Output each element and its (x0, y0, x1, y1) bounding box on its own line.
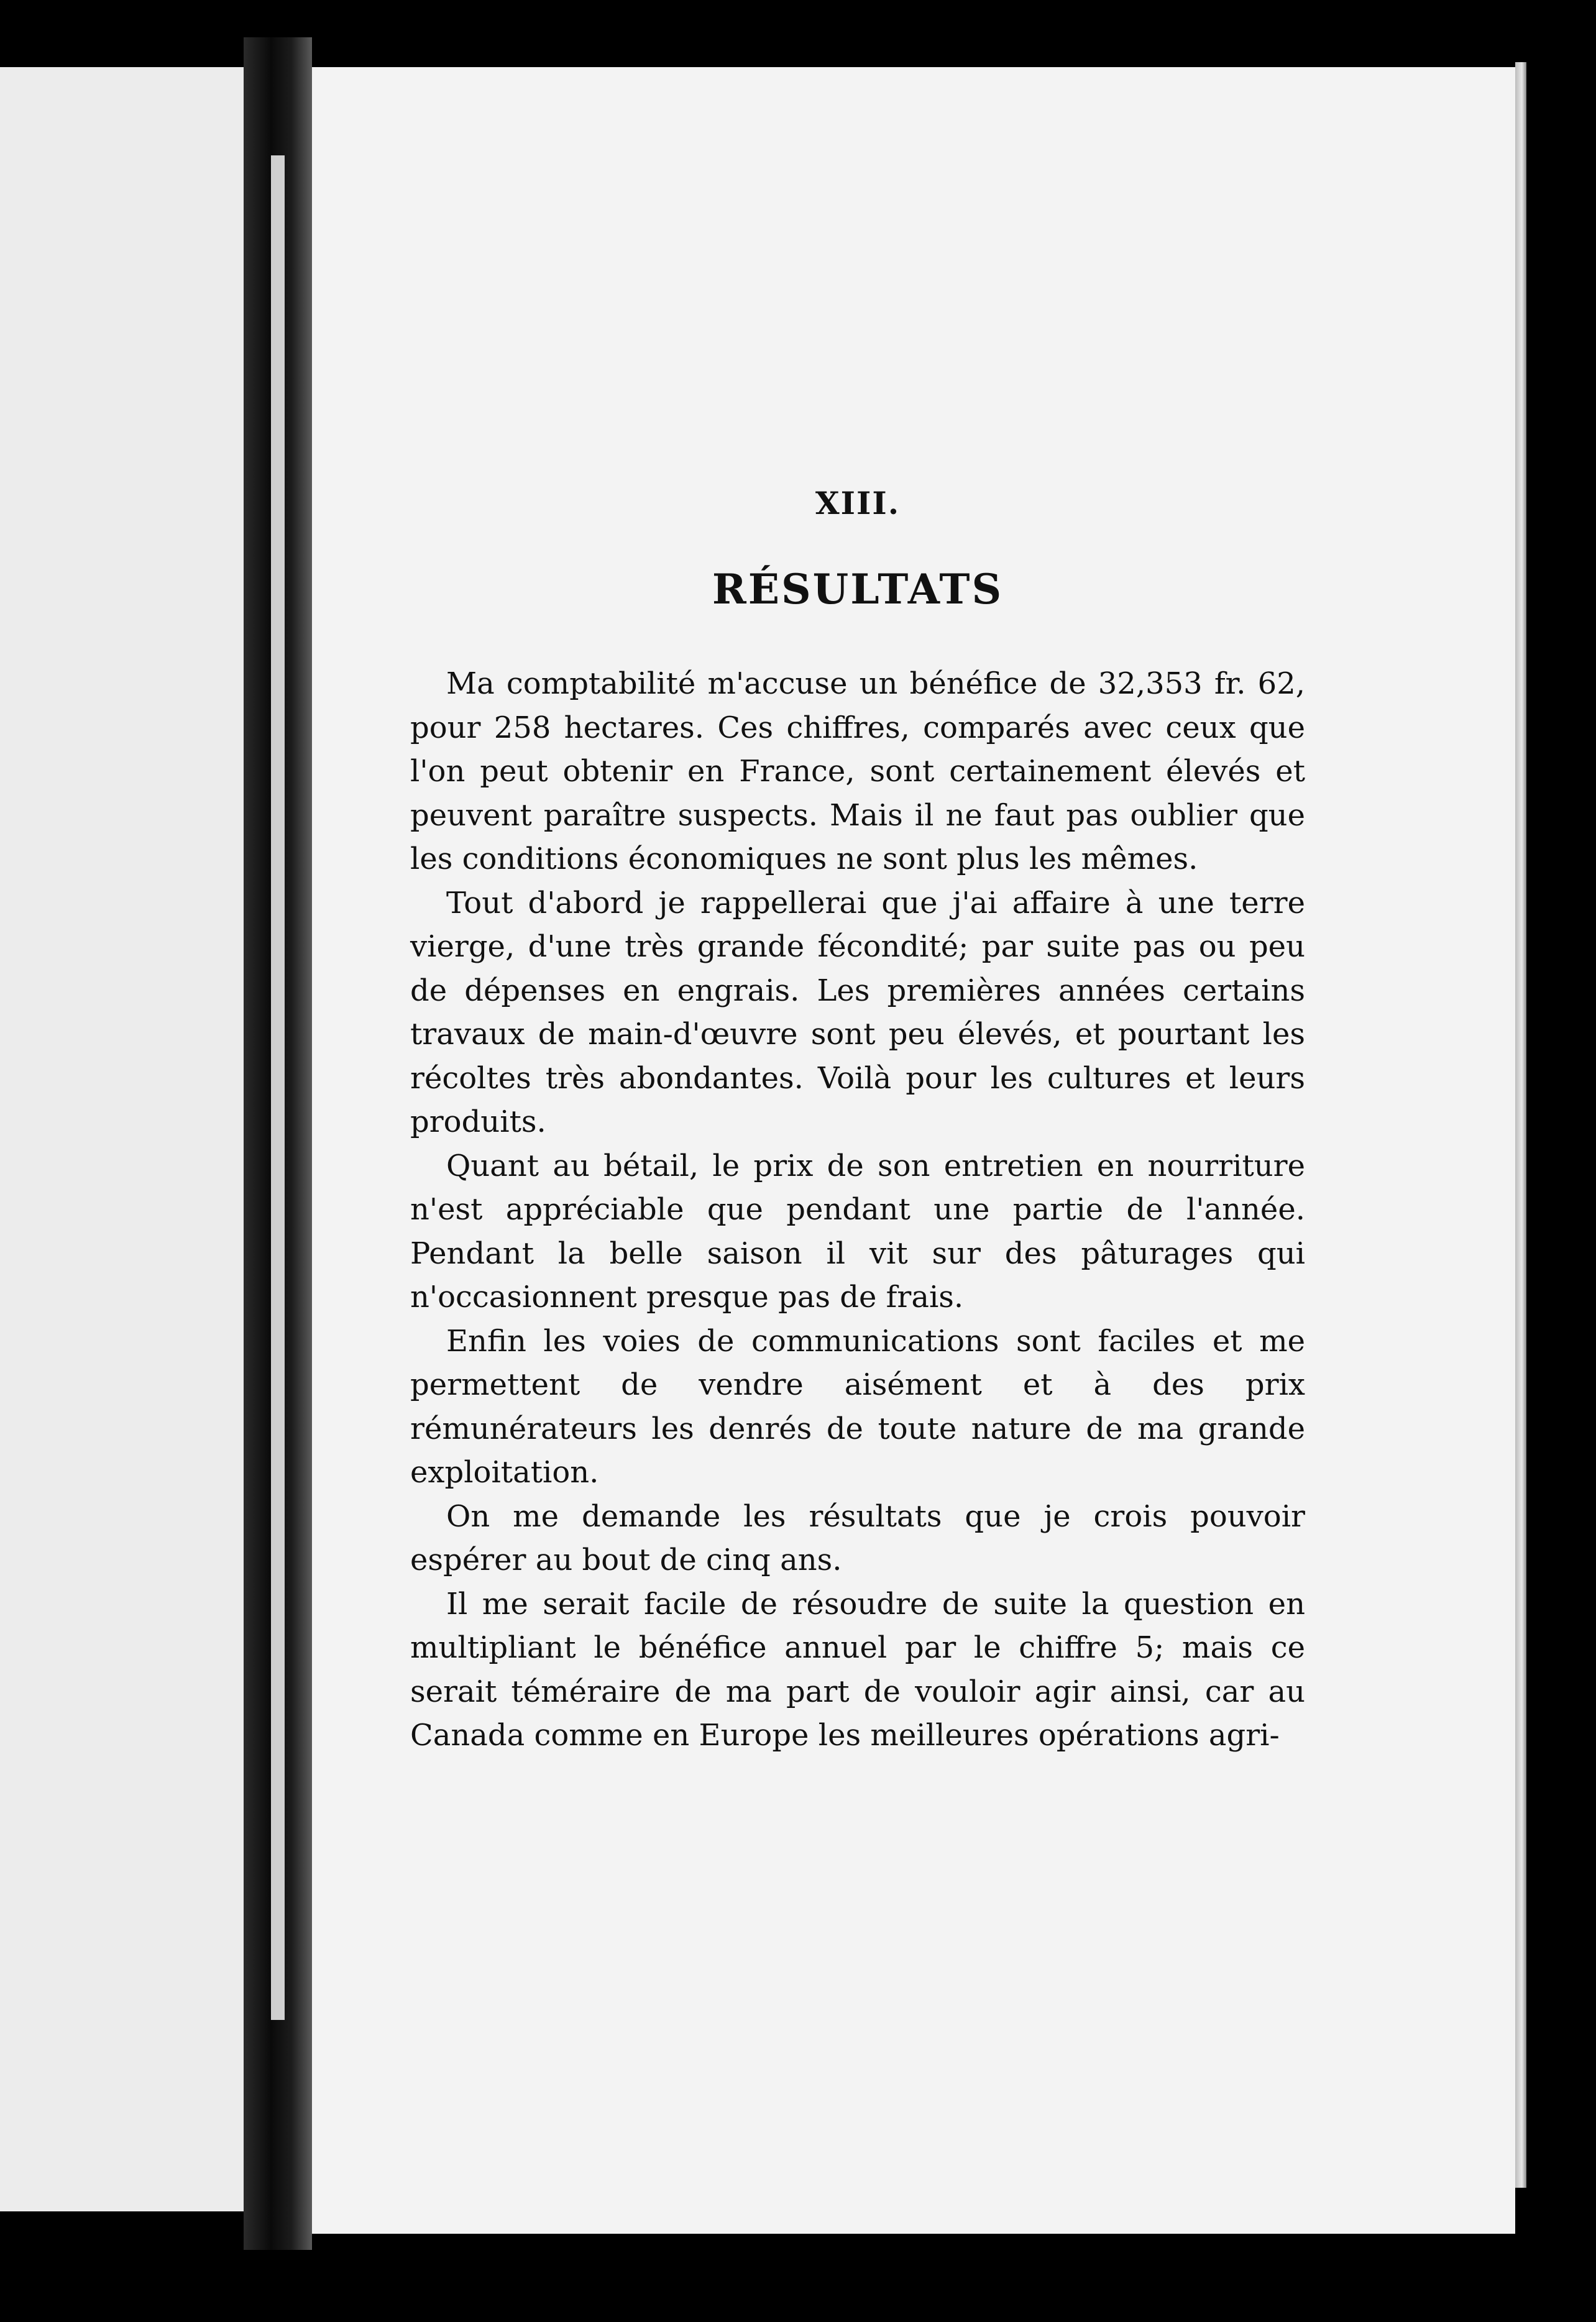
chapter-title: RÉSULTATS (712, 565, 1004, 613)
paragraph-1: Ma comptabilité m'accuse un bénéfice de 32,353 fr. 62, pour 258 hectares. Ces chiffres, comparés avec ceux que l'on peut obtenir en France, sont certainement élevés et peuvent paraître suspects. Mais il ne faut pas oublier que les conditions économiques ne sont plus les mêmes. (410, 666, 1305, 876)
page-text (410, 485, 1305, 1758)
paragraph-3: Quant au bétail, le prix de son entretien en nourriture n'est appréciable que pendant une partie de l'année. Pendant la belle saison il vit sur des pâturages qui n'occasionnent presque pas de frais. (410, 1148, 1305, 1315)
paragraph-5: On me demande les résultats que je crois pouvoir espérer au bout de cinq ans. (410, 1498, 1305, 1577)
paragraph-4: Enfin les voies de communications sont faciles et me permettent de vendre aisément et à des prix rémunérateurs les denrés de toute nature de ma grande exploitation. (410, 1323, 1305, 1490)
gutter-paper-strip (271, 155, 285, 2020)
left-page-blank (0, 67, 244, 2211)
paragraph-2: Tout d'abord je rappellerai que j'ai affaire à une terre vierge, d'une très grande fécondité; par suite pas ou peu de dépenses en engrais. Les premières années certains travaux de main-d'œuvre sont peu élevés, et pourtant les récoltes très abondantes. Voilà pour les cultures et leurs produits. (410, 885, 1305, 1139)
paragraph-6: Il me serait facile de résoudre de suite la question en multipliant le bénéfice annuel par le chiffre 5; mais ce serait téméraire de ma part de vouloir agir ainsi, car au Canada comme en Europe les meilleures opérations agri- (410, 1586, 1305, 1753)
chapter-number: XIII. (815, 485, 901, 521)
page-edge (1515, 62, 1526, 2188)
